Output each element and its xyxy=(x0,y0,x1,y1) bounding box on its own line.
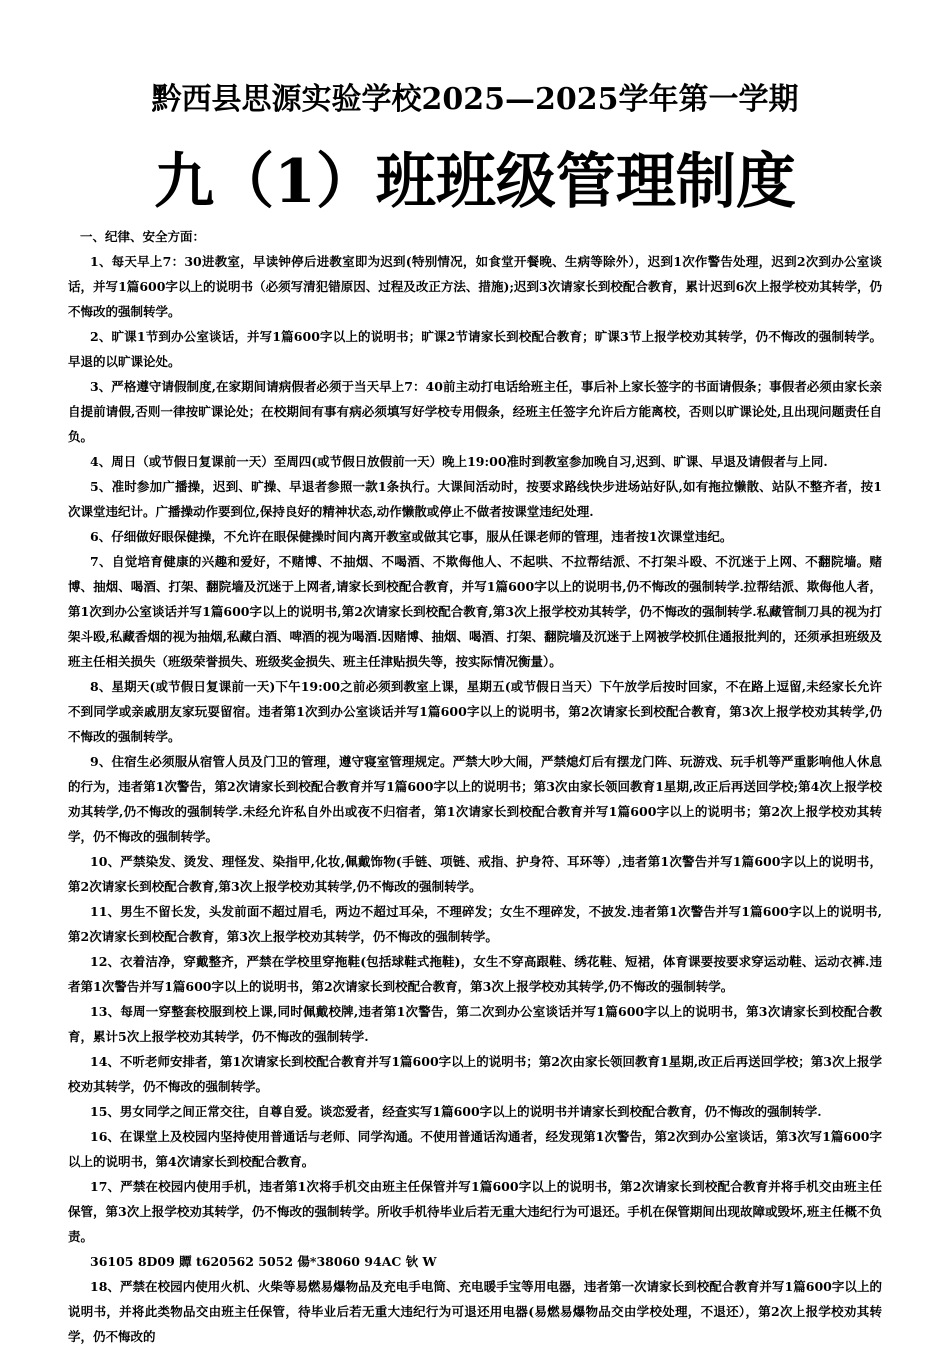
document-title-line1: 黔西县思源实验学校2025—2025学年第一学期 xyxy=(151,82,799,117)
rule-item-7: 7、自觉培育健康的兴趣和爱好，不赌博、不抽烟、不喝酒、不欺侮他人、不起哄、不拉帮结派、不打架斗殴、不沉迷于上网、不翻院墙。赌博、抽烟、喝酒、打架、翻院墙及沉迷于上网者,请家长到校配合教育，并写1篇600字以上的说明书,仍不悔改的强制转学.拉帮结派、欺侮他人者，第1次到办公室谈话并写1篇600字以上的说明书,第2次请家长到校配合教育,第3次上报学校劝其转学，仍不悔改的强制转学.私藏管制刀具的视为打架斗殴,私藏香烟的视为抽烟,私藏白酒、啤酒的视为喝酒.因赌博、抽烟、喝酒、打架、翻院墙及沉迷于上网被学校抓住通报批判的，还须承担班级及班主任相关损失（班级荣誉损失、班级奖金损失、班主任津贴损失等，按实际情况衡量）。 xyxy=(68,554,882,669)
rule-item-18: 18、严禁在校园内使用火机、火柴等易燃易爆物品及充电手电筒、充电暖手宝等用电器，违者第一次请家长到校配合教育并写1篇600字以上的说明书，并将此类物品交由班主任保管，待毕业后若无重大违纪行为可退还用电器(易燃易爆物品交由学校处理，不退还），第2次上报学校劝其转学，仍不悔改的 xyxy=(68,1279,882,1344)
rule-item-6: 6、仔细做好眼保健操，不允许在眼保健操时间内离开教室或做其它事，服从任课老师的管理，违者按1次课堂违纪。 xyxy=(90,529,733,544)
document-body xyxy=(68,224,882,1349)
rule-item-12: 12、衣着洁净，穿戴整齐，严禁在学校里穿拖鞋(包括球鞋式拖鞋)，女生不穿高跟鞋、绣花鞋、短裙，体育课要按要求穿运动鞋、运动衣裤.违者第1次警告并写1篇600字以上的说明书，第2次请家长到校配合教育，第3次上报学校劝其转学,仍不悔改的强制转学。 xyxy=(68,954,882,994)
rule-item-9: 9、住宿生必须服从宿管人员及门卫的管理，遵守寝室管理规定。严禁大吵大闹，严禁熄灯后有摆龙门阵、玩游戏、玩手机等严重影响他人休息的行为，违者第1次警告，第2次请家长到校配合教育并写1篇600字以上的说明书；第3次由家长领回教育1星期,改正后再送回学校;第4次上报学校劝其转学,仍不悔改的强制转学.未经允许私自外出或夜不归宿者，第1次请家长到校配合教育并写1篇600字以上的说明书；第2次上报学校劝其转学，仍不悔改的强制转学。 xyxy=(68,754,882,844)
rule-item-8: 8、星期天(或节假日复课前一天)下午19:00之前必须到教室上课，星期五(或节假日当天）下午放学后按时回家，不在路上逗留,未经家长允许不到同学或亲戚朋友家玩耍留宿。违者第1次到办公室谈话并写1篇600字以上的说明书，第2次请家长到校配合教育，第3次上报学校劝其转学,仍不悔改的强制转学。 xyxy=(68,679,882,744)
rule-item-1: 1、每天早上7：30进教室，早读钟停后进教室即为迟到(特别情况，如食堂开餐晚、生病等除外），迟到1次作警告处理，迟到2次到办公室谈话，并写1篇600字以上的说明书（必须写清犯错原因、过程及改正方法、措施);迟到3次请家长到校配合教育，累计迟到6次上报学校劝其转学，仍不悔改的强制转学。 xyxy=(68,254,882,319)
rule-item-2: 2、旷课1节到办公室谈话，并写1篇600字以上的说明书；旷课2节请家长到校配合教育；旷课3节上报学校劝其转学，仍不悔改的强制转学。早退的以旷课论处。 xyxy=(68,329,882,369)
rule-item-15: 15、男女同学之间正常交往，自尊自爱。谈恋爱者，经查实写1篇600字以上的说明书并请家长到校配合教育，仍不悔改的强制转学. xyxy=(90,1104,822,1119)
rule-item-10: 10、严禁染发、烫发、理怪发、染指甲,化妆,佩戴饰物(手链、项链、戒指、护身符、耳环等）,违者第1次警告并写1篇600字以上的说明书，第2次请家长到校配合教育,第3次上报学校劝其转学,仍不悔改的强制转学。 xyxy=(68,854,882,894)
rule-item-14: 14、不听老师安排者，第1次请家长到校配合教育并写1篇600字以上的说明书；第2次由家长领回教育1星期,改正后再送回学校；第3次上报学校劝其转学，仍不悔改的强制转学。 xyxy=(68,1054,882,1094)
rule-item-16: 16、在课堂上及校园内坚持使用普通话与老师、同学沟通。不使用普通话沟通者，经发现第1次警告，第2次到办公室谈话，第3次写1篇600字以上的说明书，第4次请家长到校配合教育。 xyxy=(68,1129,882,1169)
section-heading: 一、纪律、安全方面： xyxy=(80,229,206,244)
rule-item-13: 13、每周一穿整套校服到校上课,同时佩戴校牌,违者第1次警告，第二次到办公室谈话并写1篇600字以上的说明书，第3次请家长到校配合教育，累计5次上报学校劝其转学，仍不悔改的强制转学. xyxy=(68,1004,882,1044)
rule-item-17: 17、严禁在校园内使用手机，违者第1次将手机交由班主任保管并写1篇600字以上的说明书，第2次请家长到校配合教育并将手机交由班主任保管，第3次上报学校劝其转学，仍不悔改的强制转学。所收手机待毕业后若无重大违纪行为可退还。手机在保管期间出现故障或毁坏,班主任概不负责。 xyxy=(68,1179,882,1244)
rule-item-3: 3、严格遵守请假制度,在家期间请病假者必须于当天早上7：40前主动打电话给班主任，事后补上家长签字的书面请假条；事假者必须由家长亲自提前请假,否则一律按旷课论处；在校期间有事有病必须填写好学校专用假条，经班主任签字允许后方能离校，否则以旷课论处,且出现问题责任自负。 xyxy=(68,379,882,444)
code-line: 36105 8D09 贉 t620562 5052 偒*38060 94AC 钬 W xyxy=(90,1254,437,1269)
document-title-line2: 九（1）班班级管理制度 xyxy=(154,147,796,217)
rule-item-5: 5、准时参加广播操，迟到、旷操、早退者参照一款1条执行。大课间活动时，按要求路线快步进场站好队,如有拖拉懒散、站队不整齐者，按1次课堂违纪计。广播操动作要到位,保持良好的精神状态,动作懒散或停止不做者按课堂违纪处理. xyxy=(68,479,882,519)
rule-item-11: 11、男生不留长发，头发前面不超过眉毛，两边不超过耳朵，不理碎发；女生不理碎发，不披发.违者第1次警告并写1篇600字以上的说明书,第2次请家长到校配合教育，第3次上报学校劝其转学，仍不悔改的强制转学。 xyxy=(68,904,882,944)
rule-item-4: 4、周日（或节假日复课前一天）至周四(或节假日放假前一天）晚上19:00准时到教室参加晚自习,迟到、旷课、早退及请假者与上同. xyxy=(90,454,828,469)
